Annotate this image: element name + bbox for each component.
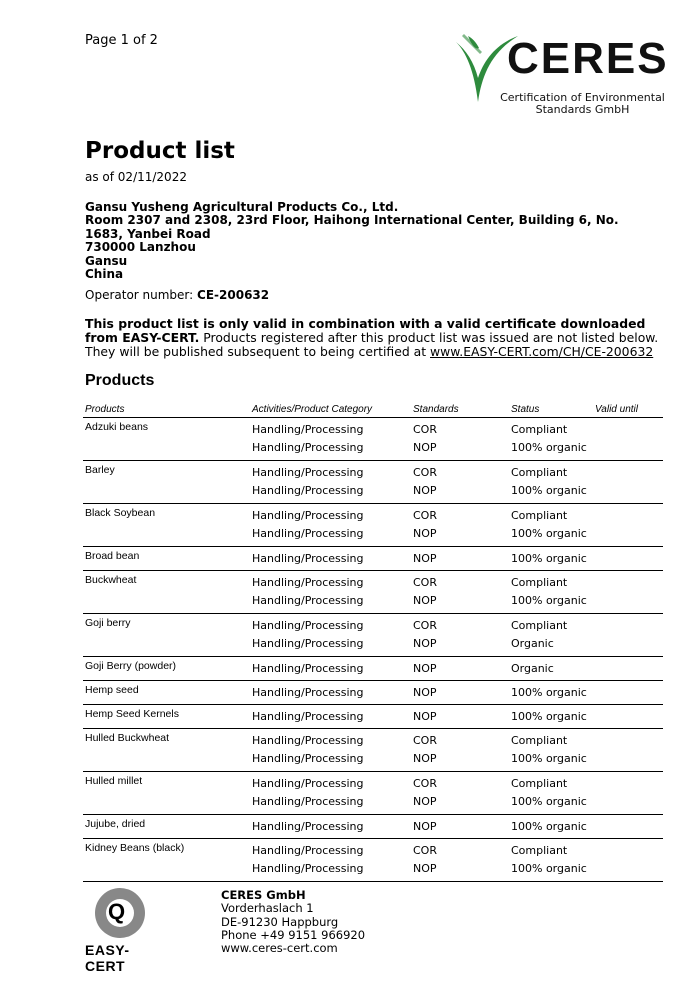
status-cell: 100% organic	[509, 438, 593, 461]
table-row	[83, 547, 663, 571]
company-phone: Phone +49 9151 966920	[221, 927, 366, 942]
notice-bold: This product list is only valid in combination with a valid certificate downloaded from EASY-CERT.	[85, 316, 646, 346]
activity-cell: Handling/Processing	[250, 749, 411, 772]
product-name	[83, 859, 250, 882]
activity-cell: Handling/Processing	[250, 634, 411, 657]
product-name: Barley	[85, 464, 115, 476]
section-title: Products	[85, 372, 155, 389]
address-line: Gansu	[85, 253, 128, 268]
standard-cell: NOP	[411, 591, 509, 614]
table-row	[83, 772, 663, 793]
table-row	[83, 571, 663, 592]
status-cell: 100% organic	[509, 681, 593, 705]
table-row	[83, 749, 663, 772]
activity-cell: Handling/Processing	[250, 681, 411, 705]
activity-cell: Handling/Processing	[250, 657, 411, 681]
standard-cell: NOP	[411, 681, 509, 705]
activity-cell: Handling/Processing	[250, 524, 411, 547]
activity-cell: Handling/Processing	[250, 438, 411, 461]
activity-cell: Handling/Processing	[250, 792, 411, 815]
table-row	[83, 481, 663, 504]
product-name	[83, 481, 250, 504]
product-name: Goji Berry (powder)	[83, 657, 250, 681]
product-name: Hemp seed	[83, 681, 250, 705]
standard-cell: NOP	[411, 815, 509, 839]
company-address	[221, 889, 365, 955]
table-row	[83, 461, 663, 482]
status-cell: 100% organic	[509, 859, 593, 882]
company-web: www.ceres-cert.com	[221, 941, 338, 956]
table-row	[83, 634, 663, 657]
valid-until-cell	[593, 481, 663, 504]
standard-cell: NOP	[411, 657, 509, 681]
standard-cell: NOP	[411, 547, 509, 571]
magnifier-q-glyph: Q	[108, 899, 126, 924]
address-line: 730000 Lanzhou	[85, 240, 196, 255]
operator-address	[85, 201, 645, 281]
header-status: Status	[509, 401, 593, 418]
address-line: China	[85, 267, 124, 282]
operator-number	[85, 288, 269, 302]
product-name: Broad bean	[83, 547, 250, 571]
table-row	[83, 681, 663, 705]
product-name: Hulled millet	[85, 775, 143, 787]
page-title: Product list	[85, 138, 235, 164]
activity-cell: Handling/Processing	[250, 815, 411, 839]
table-row	[83, 839, 663, 860]
valid-until-cell	[593, 524, 663, 547]
standard-cell: NOP	[411, 792, 509, 815]
activity-cell: Handling/Processing	[252, 734, 364, 747]
logo-wordmark: CERES	[507, 34, 669, 83]
header-products: Products	[83, 401, 250, 418]
product-name	[83, 749, 250, 772]
status-cell: 100% organic	[509, 591, 593, 614]
product-name	[83, 634, 250, 657]
easy-cert-logo-text: EASY-CERT	[85, 942, 130, 974]
standard-cell: NOP	[411, 481, 509, 504]
operator-number-label: Operator number:	[85, 288, 194, 302]
status-cell: Organic	[509, 634, 593, 657]
table-row	[83, 859, 663, 882]
valid-until-cell	[593, 461, 663, 482]
standard-cell: COR	[413, 466, 437, 479]
valid-until-cell	[593, 815, 663, 839]
status-cell: 100% organic	[509, 792, 593, 815]
ceres-logo	[452, 30, 669, 116]
valid-until-cell	[593, 729, 663, 750]
status-cell: Compliant	[511, 576, 568, 589]
operator-name: Gansu Yusheng Agricultural Products Co., Ltd.	[85, 200, 399, 214]
page-number: Page 1 of 2	[85, 33, 158, 48]
valid-until-cell	[593, 634, 663, 657]
operator-number-value: CE-200632	[197, 288, 270, 302]
product-name: Kidney Beans (black)	[85, 842, 185, 854]
header-valid-until: Valid until	[593, 401, 663, 418]
table-row	[83, 792, 663, 815]
status-cell: 100% organic	[509, 705, 593, 729]
standard-cell: NOP	[411, 524, 509, 547]
valid-until-cell	[593, 614, 663, 635]
table-row	[83, 438, 663, 461]
valid-until-cell	[593, 438, 663, 461]
standard-cell: NOP	[411, 705, 509, 729]
standard-cell: NOP	[411, 634, 509, 657]
status-cell: 100% organic	[509, 547, 593, 571]
product-name: Buckwheat	[85, 574, 137, 586]
valid-until-cell	[593, 792, 663, 815]
standard-cell: COR	[413, 844, 437, 857]
status-cell: Compliant	[511, 844, 568, 857]
table-row	[83, 705, 663, 729]
status-cell: Compliant	[511, 734, 568, 747]
table-row	[83, 418, 663, 439]
standard-cell: COR	[413, 777, 437, 790]
activity-cell: Handling/Processing	[250, 705, 411, 729]
standard-cell: COR	[413, 509, 437, 522]
notice-text-2: They will be published subsequent to being certified at	[85, 344, 431, 360]
header-activities: Activities/Product Category	[250, 401, 411, 418]
valid-until-cell	[593, 657, 663, 681]
product-name: Jujube, dried	[83, 815, 250, 839]
activity-cell: Handling/Processing	[252, 466, 364, 479]
activity-cell: Handling/Processing	[252, 509, 364, 522]
table-row	[83, 614, 663, 635]
notice-text: Products registered after this product list was issued are not listed below.	[199, 330, 659, 346]
activity-cell: Handling/Processing	[252, 777, 364, 790]
valid-until-cell	[593, 571, 663, 592]
logo-subtitle: Certification of Environmental Standards GmbH	[500, 91, 665, 116]
product-name: Hemp Seed Kernels	[83, 705, 250, 729]
product-name: Goji berry	[85, 617, 131, 629]
valid-until-cell	[593, 772, 663, 793]
activity-cell: Handling/Processing	[252, 619, 364, 632]
easy-cert-link[interactable]: www.EASY-CERT.com/CH/CE-200632	[430, 344, 654, 360]
standard-cell: NOP	[411, 859, 509, 882]
activity-cell: Handling/Processing	[250, 481, 411, 504]
company-name: CERES GmbH	[221, 888, 306, 902]
valid-until-cell	[593, 859, 663, 882]
standard-cell: COR	[413, 619, 437, 632]
standard-cell: COR	[413, 576, 437, 589]
table-row	[83, 591, 663, 614]
status-cell: 100% organic	[509, 815, 593, 839]
status-cell: Compliant	[511, 466, 568, 479]
header-standards: Standards	[411, 401, 509, 418]
activity-cell: Handling/Processing	[252, 844, 364, 857]
table-row	[83, 729, 663, 750]
status-cell: Compliant	[511, 423, 568, 436]
table-row	[83, 524, 663, 547]
status-cell: 100% organic	[509, 749, 593, 772]
table-row	[83, 815, 663, 839]
valid-until-cell	[593, 839, 663, 860]
product-name	[83, 591, 250, 614]
table-row	[83, 657, 663, 681]
product-name	[83, 524, 250, 547]
company-street: Vorderhaslach 1	[221, 901, 314, 916]
activity-cell: Handling/Processing	[250, 547, 411, 571]
valid-until-cell	[593, 418, 663, 439]
status-cell: Compliant	[511, 509, 568, 522]
status-cell: 100% organic	[509, 524, 593, 547]
activity-cell: Handling/Processing	[252, 423, 364, 436]
table-header	[83, 401, 663, 418]
product-name: Hulled Buckwheat	[85, 732, 170, 744]
valid-until-cell	[593, 547, 663, 571]
standard-cell: NOP	[411, 438, 509, 461]
activity-cell: Handling/Processing	[250, 859, 411, 882]
product-name: Adzuki beans	[85, 421, 149, 433]
validity-notice	[85, 317, 665, 360]
product-name	[83, 438, 250, 461]
as-of-date: as of 02/11/2022	[85, 170, 187, 184]
status-cell: Organic	[509, 657, 593, 681]
product-name	[83, 792, 250, 815]
activity-cell: Handling/Processing	[252, 576, 364, 589]
valid-until-cell	[593, 681, 663, 705]
valid-until-cell	[593, 705, 663, 729]
product-name: Black Soybean	[85, 507, 156, 519]
table-row	[83, 504, 663, 525]
standard-cell: NOP	[411, 749, 509, 772]
valid-until-cell	[593, 591, 663, 614]
address-line: Room 2307 and 2308, 23rd Floor, Haihong International Center, Building 6, No. 1683, Yanbei Road	[85, 213, 619, 241]
status-cell: Compliant	[511, 777, 568, 790]
company-city: DE-91230 Happburg	[221, 914, 339, 929]
status-cell: 100% organic	[509, 481, 593, 504]
valid-until-cell	[593, 749, 663, 772]
valid-until-cell	[593, 504, 663, 525]
activity-cell: Handling/Processing	[250, 591, 411, 614]
standard-cell: COR	[413, 423, 437, 436]
products-table	[83, 401, 663, 882]
standard-cell: COR	[413, 734, 437, 747]
status-cell: Compliant	[511, 619, 568, 632]
easy-cert-logo	[85, 886, 161, 974]
